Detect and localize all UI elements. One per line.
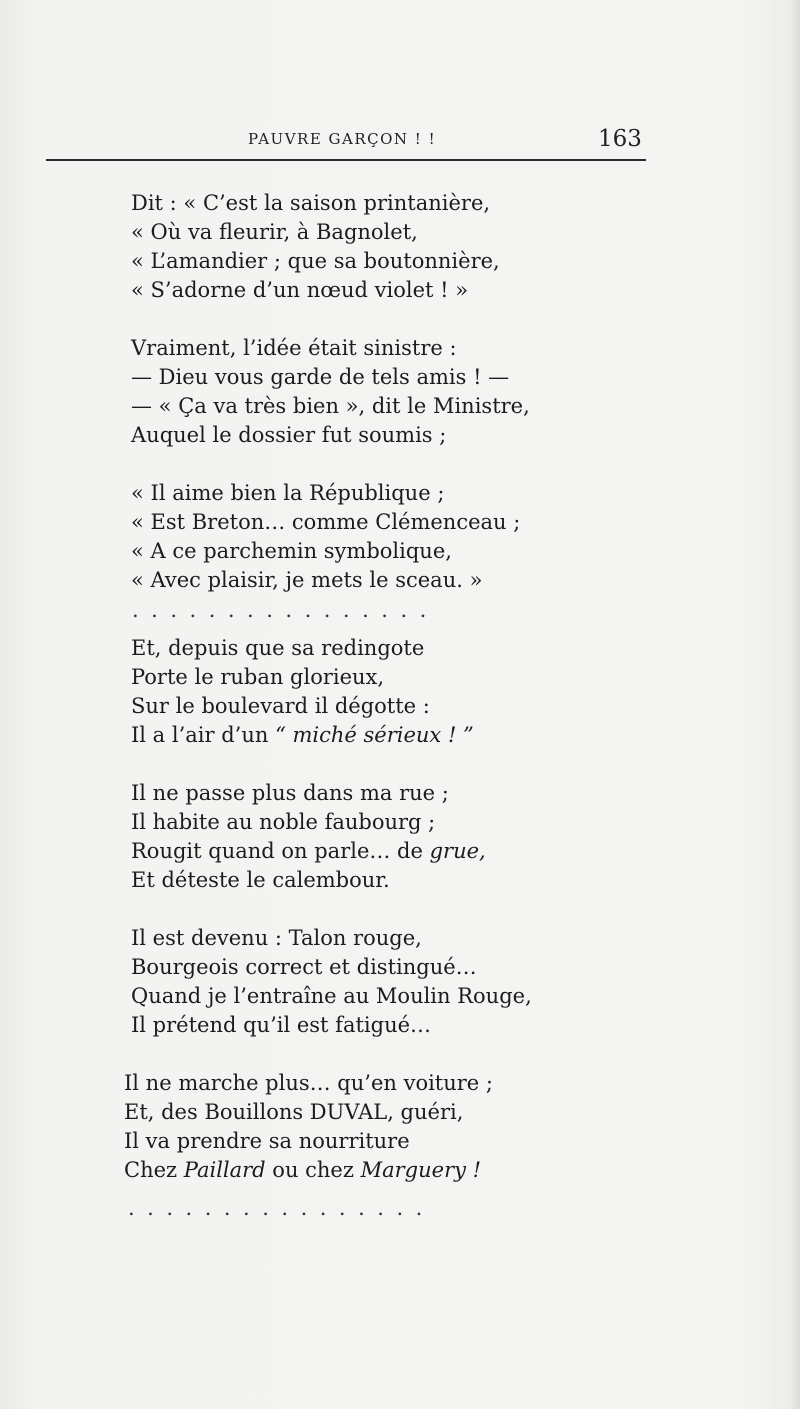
verse-line: Il prétend qu’il est fatigué… xyxy=(131,1013,432,1037)
verse-line: Auquel le dossier fut soumis ; xyxy=(131,423,447,447)
verse-text: Chez xyxy=(124,1158,184,1182)
italic-text: “ miché sérieux ! ” xyxy=(275,723,474,747)
verse-line: Sur le boulevard il dégotte : xyxy=(131,694,430,718)
verse-line: « Avec plaisir, je mets le sceau. » xyxy=(131,568,483,592)
verse-text: ou chez xyxy=(265,1158,361,1182)
verse-text: Il a l’air d’un xyxy=(131,723,276,747)
verse-line: Vraiment, l’idée était sinistre : xyxy=(131,336,457,360)
italic-text: grue, xyxy=(429,839,486,863)
verse-line: Bourgeois correct et distingué… xyxy=(131,955,477,979)
verse-line: « S’adorne d’un nœud violet ! » xyxy=(131,278,469,302)
verse-line: Il va prendre sa nourriture xyxy=(124,1129,410,1153)
verse-line xyxy=(131,721,474,749)
page-number: 163 xyxy=(598,126,642,152)
verse-line xyxy=(131,837,486,865)
running-title: PAUVRE GARÇON ! ! xyxy=(248,130,437,148)
verse-line: Dit : « C’est la saison printanière, xyxy=(131,191,491,215)
ellipsis-separator: ................ xyxy=(132,598,439,622)
verse-line: Quand je l’entraîne au Moulin Rouge, xyxy=(131,984,532,1008)
ellipsis-separator: ................ xyxy=(128,1196,435,1220)
italic-text: Marguery ! xyxy=(360,1158,482,1182)
verse-line: « Est Breton… comme Clémenceau ; xyxy=(131,510,521,534)
verse-line: « L’amandier ; que sa boutonnière, xyxy=(131,249,500,273)
verse-line: Il est devenu : Talon rouge, xyxy=(131,926,422,950)
verse-line: « A ce parchemin symbolique, xyxy=(131,539,452,563)
verse-line: Il habite au noble faubourg ; xyxy=(131,810,436,834)
verse-line: Porte le ruban glorieux, xyxy=(131,665,385,689)
verse-line: Et, des Bouillons DUVAL, guéri, xyxy=(124,1100,464,1124)
verse-line: Et, depuis que sa redingote xyxy=(131,636,425,660)
verse-line: — Dieu vous garde de tels amis ! — xyxy=(131,365,510,389)
verse-line: Et déteste le calembour. xyxy=(131,868,390,892)
verse-line: « Il aime bien la République ; xyxy=(131,481,445,505)
verse-line: Il ne marche plus… qu’en voiture ; xyxy=(124,1071,493,1095)
verse-text: Rougit quand on parle… de xyxy=(131,839,430,863)
verse-line: Il ne passe plus dans ma rue ; xyxy=(131,781,449,805)
verse-line: — « Ça va très bien », dit le Ministre, xyxy=(131,394,530,418)
italic-text: Paillard xyxy=(183,1158,266,1182)
verse-line xyxy=(124,1156,481,1184)
verse-line: « Où va fleurir, à Bagnolet, xyxy=(131,220,418,244)
